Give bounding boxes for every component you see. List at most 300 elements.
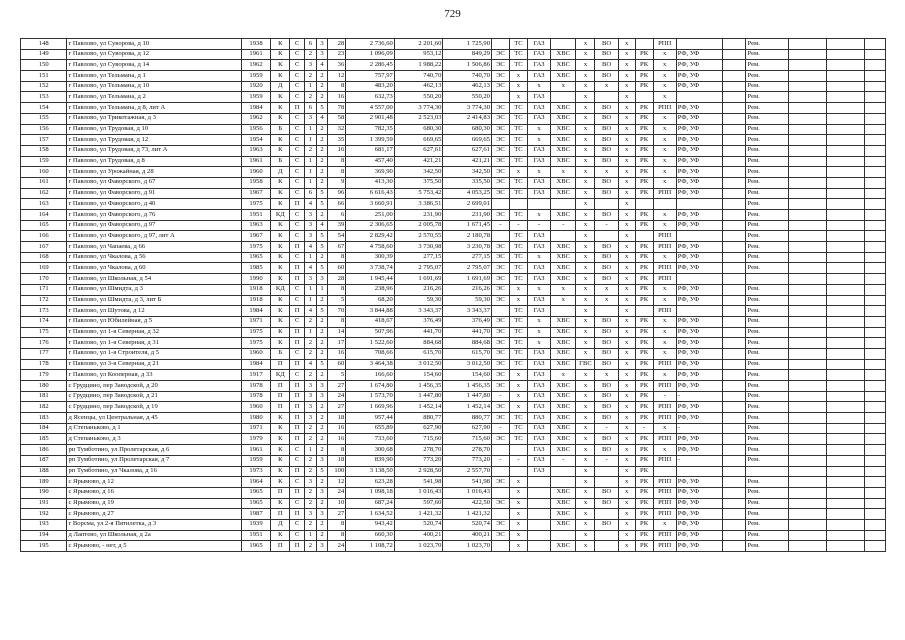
cell-heating <box>509 445 527 456</box>
cell-apartments: 27 <box>328 381 346 392</box>
table-row <box>21 284 886 295</box>
cell-cold-water: х <box>551 295 576 306</box>
cell-heating: х <box>509 381 527 392</box>
cell-bath: х <box>618 519 635 530</box>
table-row <box>21 338 886 349</box>
cell-gas: х <box>527 338 550 349</box>
cell-extra-2 <box>788 370 826 381</box>
cell-extra <box>723 530 746 541</box>
cell-repair-type: Рем. <box>746 445 788 456</box>
cell-repair-type: Рем. <box>746 316 788 327</box>
cell-bath: х <box>618 156 635 167</box>
cell-address: д Степаньково, д 1 <box>67 423 241 434</box>
cell-cold-water <box>551 92 576 103</box>
cell-extra-2 <box>788 295 826 306</box>
cell-hot-water: х <box>576 156 595 167</box>
cell-row-number: 157 <box>21 135 67 146</box>
cell-address: г Павлово, ул Трудовая, д 12 <box>67 135 241 146</box>
cell-project-type: П <box>290 391 305 402</box>
cell-private-area: 3 230,78 <box>443 242 492 253</box>
cell-sewerage: ВО <box>595 381 618 392</box>
cell-facade: х <box>653 220 676 231</box>
cell-repair-type: Рем. <box>746 199 788 210</box>
cell-extra-3 <box>826 509 864 520</box>
cell-row-number: 177 <box>21 348 67 359</box>
cell-total-area: 943,42 <box>346 519 395 530</box>
cell-project-type: П <box>290 541 305 552</box>
cell-row-number: 195 <box>21 541 67 552</box>
cell-heating: ТС <box>509 413 527 424</box>
cell-extra-4 <box>864 252 885 263</box>
cell-extra <box>723 370 746 381</box>
cell-electricity: ЭС <box>491 252 509 263</box>
cell-extra-3 <box>826 92 864 103</box>
cell-bath: х <box>618 359 635 370</box>
cell-wall-material: К <box>271 306 290 317</box>
cell-entrances: 2 <box>305 145 317 156</box>
cell-project-type: С <box>290 124 305 135</box>
cell-roof-repair: РК <box>635 124 653 135</box>
cell-cold-water <box>551 199 576 210</box>
cell-hot-water: х <box>576 210 595 221</box>
cell-total-area: 238,96 <box>346 284 395 295</box>
cell-address: рп Тумботино, ул Чкалова, д 16 <box>67 466 241 477</box>
cell-heating: х <box>509 284 527 295</box>
cell-cold-water: х <box>551 81 576 92</box>
cell-project-type: С <box>290 177 305 188</box>
cell-extra-2 <box>788 92 826 103</box>
cell-roof-repair <box>635 231 653 242</box>
page-number: 729 <box>444 8 461 20</box>
cell-cold-water: ХВС <box>551 434 576 445</box>
cell-extra-3 <box>826 49 864 60</box>
cell-extra-2 <box>788 71 826 82</box>
cell-facade: х <box>653 519 676 530</box>
cell-entrances: 2 <box>305 466 317 477</box>
cell-gas: х <box>527 81 550 92</box>
cell-extra-2 <box>788 263 826 274</box>
cell-cold-water: ХВС <box>551 242 576 253</box>
cell-living-area: 400,21 <box>394 530 443 541</box>
cell-private-area: 627,61 <box>443 145 492 156</box>
cell-apartments: 28 <box>328 39 346 50</box>
cell-entrances: 1 <box>305 167 317 178</box>
cell-year-built: 1990 <box>241 274 271 285</box>
cell-address: г Павлово, ул Фаворского, д 40 <box>67 199 241 210</box>
cell-roof-repair: РК <box>635 177 653 188</box>
cell-total-area: 300,68 <box>346 445 395 456</box>
cell-project-type: С <box>290 252 305 263</box>
cell-apartments: 8 <box>328 81 346 92</box>
cell-heating: - <box>509 220 527 231</box>
cell-hot-water: х <box>576 445 595 456</box>
cell-row-number: 184 <box>21 423 67 434</box>
cell-total-area: 1 945,44 <box>346 274 395 285</box>
cell-window-work: - <box>676 455 722 466</box>
cell-heating: ТС <box>509 359 527 370</box>
cell-bath: х <box>618 210 635 221</box>
cell-entrances: 6 <box>305 103 317 114</box>
cell-entrances: 1 <box>305 124 317 135</box>
cell-project-type: С <box>290 188 305 199</box>
cell-hot-water: х <box>576 327 595 338</box>
cell-address: рп Тумботино, ул Пролетарская, д 7 <box>67 455 241 466</box>
cell-hot-water: х <box>576 477 595 488</box>
cell-heating: ТС <box>509 434 527 445</box>
cell-extra <box>723 466 746 477</box>
cell-wall-material: КД <box>271 370 290 381</box>
cell-apartments: 60 <box>328 263 346 274</box>
cell-electricity: ЭС <box>491 434 509 445</box>
cell-repair-type <box>746 274 788 285</box>
cell-heating: х <box>509 498 527 509</box>
cell-repair-type: Рем. <box>746 455 788 466</box>
cell-electricity: ЭС <box>491 113 509 124</box>
cell-extra-4 <box>864 39 885 50</box>
cell-apartments: 66 <box>328 199 346 210</box>
cell-window-work: РФ, УФ <box>676 509 722 520</box>
cell-living-area: 1 691,69 <box>394 274 443 285</box>
cell-heating: х <box>509 477 527 488</box>
cell-repair-type: Рем. <box>746 210 788 221</box>
cell-electricity: ЭС <box>491 284 509 295</box>
cell-private-area: 669,65 <box>443 135 492 146</box>
cell-total-area: 2 286,45 <box>346 60 395 71</box>
cell-project-type: С <box>290 477 305 488</box>
cell-total-area: 1 674,80 <box>346 381 395 392</box>
cell-roof-repair: РК <box>635 338 653 349</box>
cell-project-type: П <box>290 381 305 392</box>
cell-hot-water: х <box>576 306 595 317</box>
cell-gas: ГАЗ <box>527 402 550 413</box>
cell-heating: х <box>509 81 527 92</box>
cell-sewerage: - <box>595 455 618 466</box>
cell-apartments: 8 <box>328 167 346 178</box>
cell-year-built: 1984 <box>241 306 271 317</box>
cell-facade: РПП <box>653 509 676 520</box>
cell-window-work: РФ, УФ <box>676 477 722 488</box>
cell-sewerage: ВО <box>595 327 618 338</box>
cell-floors: 3 <box>316 49 328 60</box>
cell-entrances: 2 <box>305 348 317 359</box>
cell-private-area: 1 506,86 <box>443 60 492 71</box>
cell-extra-4 <box>864 359 885 370</box>
cell-repair-type: Рем. <box>746 92 788 103</box>
cell-electricity: ЭС <box>491 81 509 92</box>
cell-facade: РПП <box>653 434 676 445</box>
cell-wall-material: К <box>271 263 290 274</box>
cell-sewerage <box>595 306 618 317</box>
cell-year-built: 1984 <box>241 103 271 114</box>
cell-sewerage: х <box>595 81 618 92</box>
cell-repair-type: Рем. <box>746 167 788 178</box>
cell-roof-repair: РК <box>635 295 653 306</box>
cell-extra-4 <box>864 263 885 274</box>
cell-gas <box>527 199 550 210</box>
cell-floors: 2 <box>316 530 328 541</box>
cell-facade: - <box>653 391 676 402</box>
table-row <box>21 156 886 167</box>
cell-bath: х <box>618 242 635 253</box>
cell-project-type: С <box>290 135 305 146</box>
cell-extra-2 <box>788 113 826 124</box>
cell-extra-3 <box>826 402 864 413</box>
cell-repair-type: Рем. <box>746 391 788 402</box>
cell-address: г Павлово, ул Трикотажная, д 3 <box>67 113 241 124</box>
cell-entrances: 3 <box>305 274 317 285</box>
cell-wall-material: К <box>271 423 290 434</box>
cell-extra-3 <box>826 242 864 253</box>
cell-wall-material: К <box>271 327 290 338</box>
cell-wall-material: К <box>271 177 290 188</box>
cell-total-area: 623,28 <box>346 477 395 488</box>
cell-facade: РПП <box>653 530 676 541</box>
cell-hot-water: х <box>576 402 595 413</box>
cell-cold-water <box>551 39 576 50</box>
cell-living-area: 376,49 <box>394 316 443 327</box>
cell-hot-water: х <box>576 274 595 285</box>
cell-facade: х <box>653 135 676 146</box>
cell-floors: 3 <box>316 39 328 50</box>
cell-electricity: ЭС <box>491 327 509 338</box>
cell-entrances: 1 <box>305 327 317 338</box>
cell-entrances: 4 <box>305 199 317 210</box>
cell-extra <box>723 199 746 210</box>
cell-roof-repair: РК <box>635 541 653 552</box>
cell-extra <box>723 49 746 60</box>
cell-year-built: 1960 <box>241 402 271 413</box>
cell-extra-3 <box>826 477 864 488</box>
cell-apartments: 16 <box>328 145 346 156</box>
cell-cold-water <box>551 477 576 488</box>
cell-facade: РПП <box>653 541 676 552</box>
cell-extra-2 <box>788 242 826 253</box>
cell-cold-water: ХВС <box>551 113 576 124</box>
cell-project-type: П <box>290 274 305 285</box>
cell-extra <box>723 135 746 146</box>
cell-repair-type: Рем. <box>746 81 788 92</box>
table-row <box>21 316 886 327</box>
cell-extra <box>723 177 746 188</box>
cell-living-area: 375,50 <box>394 177 443 188</box>
cell-extra-3 <box>826 60 864 71</box>
cell-gas: ГАЗ <box>527 306 550 317</box>
cell-hot-water: х <box>576 231 595 242</box>
cell-heating: х <box>509 391 527 402</box>
cell-project-type: С <box>290 167 305 178</box>
cell-private-area: 154,60 <box>443 370 492 381</box>
cell-total-area: 68,20 <box>346 295 395 306</box>
cell-address: д Лаптево, ул Школьная, д 2а <box>67 530 241 541</box>
cell-extra-3 <box>826 541 864 552</box>
cell-floors: 4 <box>316 113 328 124</box>
cell-address: г Павлово, ул Тельмана, д 8, лит А <box>67 103 241 114</box>
cell-address: г Павлово, ул Чапаева, д 66 <box>67 242 241 253</box>
cell-hot-water: х <box>576 81 595 92</box>
cell-year-built: 1963 <box>241 220 271 231</box>
cell-living-area: 1 452,14 <box>394 402 443 413</box>
cell-cold-water: ХВС <box>551 210 576 221</box>
cell-private-area: 849,29 <box>443 49 492 60</box>
cell-window-work: РФ, УФ <box>676 445 722 456</box>
cell-repair-type: Рем. <box>746 113 788 124</box>
table-row <box>21 177 886 188</box>
cell-apartments: 60 <box>328 359 346 370</box>
cell-repair-type: Рем. <box>746 220 788 231</box>
table-row <box>21 530 886 541</box>
cell-entrances: 2 <box>305 541 317 552</box>
cell-repair-type: Рем. <box>746 177 788 188</box>
cell-extra-2 <box>788 252 826 263</box>
cell-gas: ГАЗ <box>527 71 550 82</box>
cell-sewerage: х <box>595 295 618 306</box>
table-row <box>21 541 886 552</box>
cell-extra <box>723 306 746 317</box>
cell-extra-2 <box>788 338 826 349</box>
cell-roof-repair: РК <box>635 71 653 82</box>
cell-extra-2 <box>788 455 826 466</box>
cell-entrances: 1 <box>305 252 317 263</box>
cell-project-type: П <box>290 413 305 424</box>
cell-facade: х <box>653 338 676 349</box>
cell-facade: х <box>653 145 676 156</box>
cell-window-work: РФ, УФ <box>676 167 722 178</box>
cell-heating: ТС <box>509 39 527 50</box>
cell-extra <box>723 402 746 413</box>
cell-address: с Грудцино, пер Заводской, д 19 <box>67 402 241 413</box>
cell-hot-water: х <box>576 113 595 124</box>
cell-entrances: 4 <box>305 306 317 317</box>
cell-hot-water: х <box>576 135 595 146</box>
cell-year-built: 1917 <box>241 370 271 381</box>
cell-year-built: 1918 <box>241 295 271 306</box>
cell-living-area: 59,30 <box>394 295 443 306</box>
cell-private-area: 740,70 <box>443 71 492 82</box>
cell-year-built: 1965 <box>241 487 271 498</box>
cell-heating: ТС <box>509 113 527 124</box>
cell-extra-4 <box>864 391 885 402</box>
cell-extra <box>723 455 746 466</box>
cell-row-number: 176 <box>21 338 67 349</box>
table-row <box>21 220 886 231</box>
cell-sewerage: ВО <box>595 487 618 498</box>
cell-electricity: ЭС <box>491 477 509 488</box>
cell-floors: 2 <box>316 423 328 434</box>
cell-total-area: 418,67 <box>346 316 395 327</box>
cell-year-built: 1971 <box>241 423 271 434</box>
cell-hot-water: ГВС <box>576 359 595 370</box>
cell-project-type: С <box>290 156 305 167</box>
cell-gas: ГАЗ <box>527 370 550 381</box>
cell-gas: х <box>527 284 550 295</box>
cell-sewerage: ВО <box>595 519 618 530</box>
cell-gas: ГАЗ <box>527 381 550 392</box>
cell-entrances: 2 <box>305 49 317 60</box>
cell-extra-4 <box>864 338 885 349</box>
cell-wall-material: П <box>271 381 290 392</box>
cell-project-type: С <box>290 295 305 306</box>
cell-address: г Павлово, ул Шмидта, д 3 <box>67 284 241 295</box>
cell-extra <box>723 434 746 445</box>
cell-bath: х <box>618 220 635 231</box>
cell-extra-2 <box>788 348 826 359</box>
cell-project-type: П <box>290 402 305 413</box>
cell-year-built: 1967 <box>241 188 271 199</box>
cell-year-built: 1975 <box>241 327 271 338</box>
cell-gas <box>527 487 550 498</box>
cell-wall-material: К <box>271 455 290 466</box>
cell-gas: ГАЗ <box>527 274 550 285</box>
cell-heating: ТС <box>509 423 527 434</box>
cell-repair-type: Рем. <box>746 327 788 338</box>
cell-living-area: 3 343,37 <box>394 306 443 317</box>
cell-heating: ТС <box>509 263 527 274</box>
cell-wall-material: К <box>271 39 290 50</box>
cell-row-number: 178 <box>21 359 67 370</box>
cell-extra-2 <box>788 177 826 188</box>
cell-bath: х <box>618 39 635 50</box>
cell-electricity: ЭС <box>491 145 509 156</box>
cell-private-area: 421,21 <box>443 156 492 167</box>
cell-wall-material: К <box>271 316 290 327</box>
cell-total-area: 1 399,59 <box>346 135 395 146</box>
cell-facade: х <box>653 49 676 60</box>
cell-window-work: РФ, УФ <box>676 188 722 199</box>
cell-sewerage <box>595 92 618 103</box>
cell-extra-2 <box>788 124 826 135</box>
cell-extra-4 <box>864 381 885 392</box>
table-row <box>21 60 886 71</box>
cell-apartments: 16 <box>328 423 346 434</box>
cell-bath: х <box>618 455 635 466</box>
cell-project-type: П <box>290 103 305 114</box>
cell-apartments: 24 <box>328 541 346 552</box>
cell-row-number: 164 <box>21 210 67 221</box>
cell-floors: 2 <box>316 177 328 188</box>
table-row <box>21 381 886 392</box>
cell-extra-2 <box>788 274 826 285</box>
cell-project-type: П <box>290 466 305 477</box>
cell-project-type: С <box>290 145 305 156</box>
cell-window-work: РФ, УФ <box>676 242 722 253</box>
cell-extra <box>723 60 746 71</box>
cell-repair-type <box>746 466 788 477</box>
cell-hot-water: х <box>576 391 595 402</box>
cell-apartments: 28 <box>328 274 346 285</box>
cell-roof-repair: РК <box>635 498 653 509</box>
table-row <box>21 252 886 263</box>
cell-private-area: 441,70 <box>443 327 492 338</box>
cell-extra-3 <box>826 81 864 92</box>
cell-year-built: 1962 <box>241 113 271 124</box>
cell-sewerage: ВО <box>595 113 618 124</box>
cell-extra-2 <box>788 359 826 370</box>
cell-bath: х <box>618 60 635 71</box>
cell-sewerage: ВО <box>595 316 618 327</box>
cell-extra <box>723 124 746 135</box>
cell-entrances: 2 <box>305 455 317 466</box>
cell-hot-water: х <box>576 316 595 327</box>
cell-sewerage: ВО <box>595 348 618 359</box>
cell-extra-4 <box>864 370 885 381</box>
cell-electricity <box>491 39 509 50</box>
cell-total-area: 1 108,72 <box>346 541 395 552</box>
cell-living-area: 615,70 <box>394 348 443 359</box>
cell-bath: х <box>618 199 635 210</box>
cell-window-work: РФ, УФ <box>676 263 722 274</box>
cell-bath: х <box>618 348 635 359</box>
cell-floors: 5 <box>316 242 328 253</box>
